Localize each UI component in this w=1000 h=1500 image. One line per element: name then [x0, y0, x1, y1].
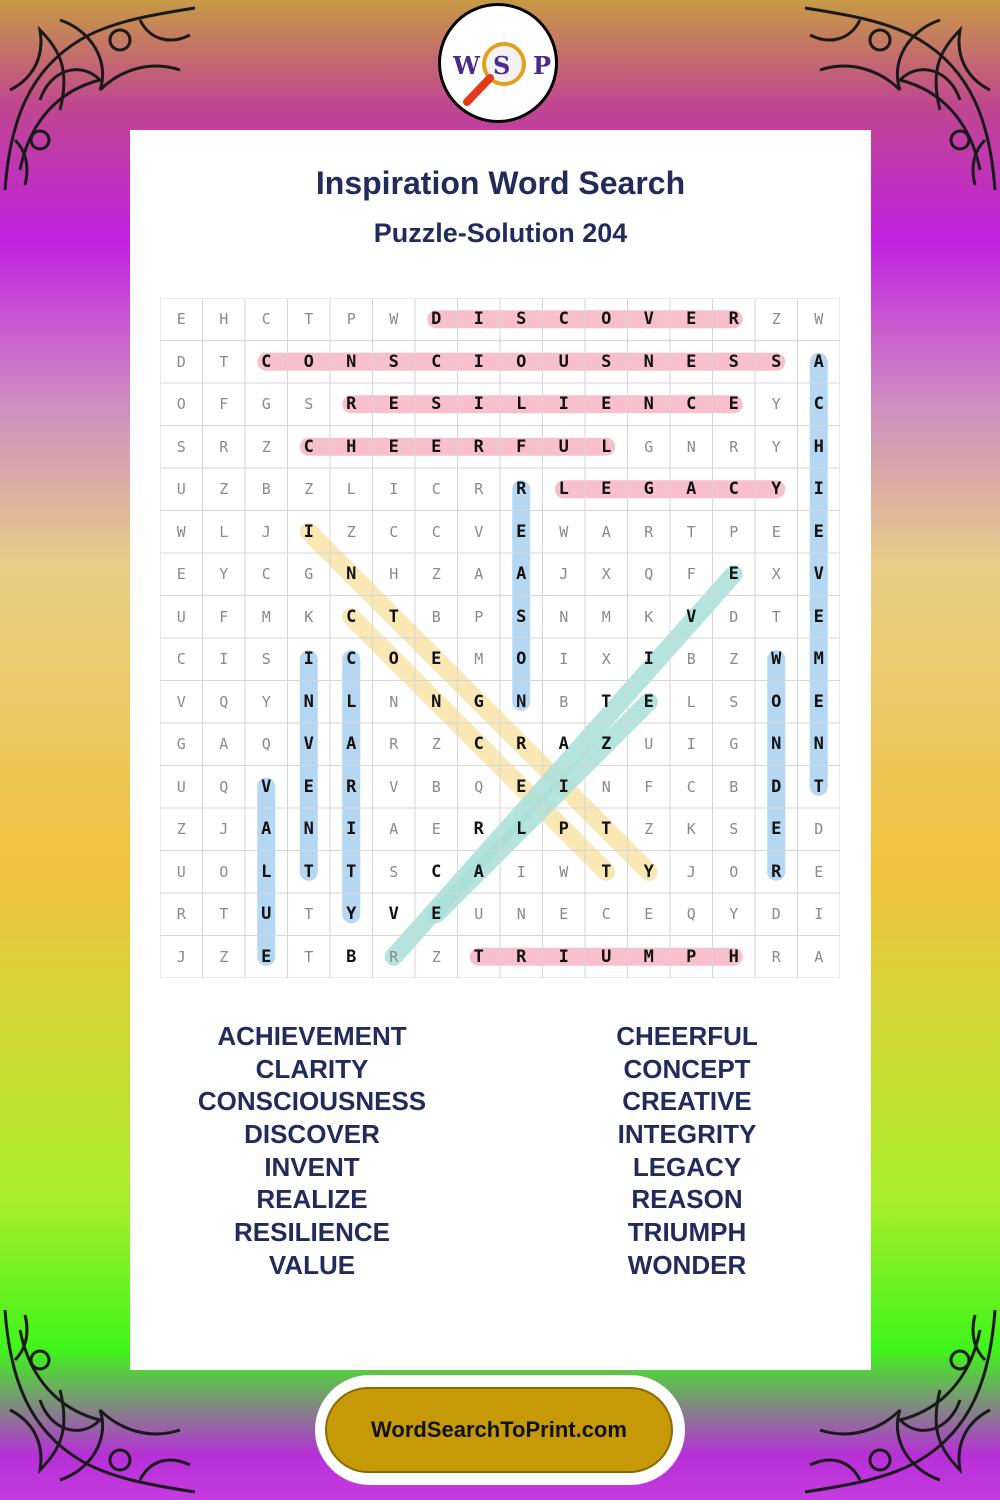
grid-cell[interactable]: Z	[729, 650, 739, 668]
grid-cell[interactable]: D	[814, 820, 824, 838]
grid-cell[interactable]: S	[601, 351, 612, 372]
grid-cell[interactable]: R	[473, 436, 484, 457]
grid-cell[interactable]: E	[303, 776, 314, 797]
grid-cell[interactable]: I	[814, 905, 824, 923]
grid-cell[interactable]: V	[643, 309, 654, 329]
word-list-item: CHEERFUL	[616, 1021, 758, 1051]
grid-cell[interactable]: D	[431, 309, 442, 329]
word-list-item: DISCOVER	[244, 1119, 380, 1150]
grid-cell[interactable]: Z	[219, 947, 229, 966]
grid-cell[interactable]: E	[559, 905, 569, 923]
grid-cell[interactable]: V	[176, 692, 186, 711]
word-list-item: LEGACY	[632, 1151, 742, 1182]
word-list-item: CONCEPT	[623, 1053, 751, 1084]
grid-cell[interactable]: M	[261, 607, 271, 626]
grid-cell[interactable]: C	[686, 777, 696, 796]
grid-cell[interactable]: Q	[219, 692, 229, 711]
grid-cell[interactable]: C	[473, 734, 484, 754]
grid-cell[interactable]: I	[473, 394, 484, 414]
grid-cell[interactable]: L	[346, 691, 357, 712]
grid-cell[interactable]: R	[474, 480, 484, 498]
grid-cell[interactable]: E	[431, 436, 442, 457]
puzzle-card	[130, 130, 871, 1370]
word-list-item: CLARITY	[255, 1053, 369, 1084]
grid-cell[interactable]: Q	[261, 735, 271, 753]
grid-cell[interactable]: T	[303, 861, 314, 882]
grid-cell[interactable]: R	[346, 394, 357, 414]
grid-cell[interactable]: W	[559, 522, 569, 541]
grid-cell[interactable]: D	[729, 607, 739, 626]
grid-cell[interactable]: N	[516, 905, 526, 923]
grid-cell[interactable]: T	[601, 819, 612, 839]
grid-cell[interactable]: H	[813, 436, 824, 457]
word-list-item: REALIZE	[256, 1184, 368, 1215]
grid-cell[interactable]: I	[516, 862, 526, 881]
grid-cell[interactable]: J	[559, 565, 569, 583]
grid-cell[interactable]: H	[346, 436, 357, 457]
grid-cell[interactable]: T	[304, 905, 314, 923]
grid-cell[interactable]: O	[303, 351, 314, 372]
grid-cell[interactable]: P	[686, 946, 697, 967]
grid-cell[interactable]: C	[389, 522, 399, 541]
grid-cell[interactable]: O	[176, 395, 186, 413]
grid-cell[interactable]: R	[346, 776, 357, 797]
grid-cell[interactable]: Q	[644, 565, 654, 583]
grid-cell[interactable]: R	[473, 819, 484, 839]
grid-cell[interactable]: R	[389, 735, 399, 753]
grid-cell[interactable]: W	[389, 310, 399, 328]
word-list-item: INVENT	[264, 1151, 360, 1182]
grid-cell[interactable]: I	[558, 946, 569, 967]
grid-cell[interactable]: J	[176, 947, 186, 966]
grid-cell[interactable]: I	[686, 735, 696, 753]
grid-cell[interactable]: V	[813, 564, 824, 584]
grid-cell[interactable]: E	[686, 351, 697, 372]
grid-cell[interactable]: P	[558, 819, 569, 839]
grid-cell[interactable]: Z	[219, 480, 229, 498]
grid-cell[interactable]: C	[728, 479, 739, 499]
grid-cell[interactable]: R	[771, 861, 782, 882]
word-list-item: INTEGRITY	[617, 1119, 757, 1150]
grid-cell[interactable]: E	[643, 691, 654, 712]
grid-cell[interactable]: V	[388, 904, 399, 924]
grid-cell[interactable]: N	[303, 819, 314, 839]
grid-cell[interactable]: U	[176, 480, 186, 498]
grid-cell[interactable]: Q	[219, 777, 229, 796]
grid-cell[interactable]: N	[813, 734, 824, 754]
grid-cell[interactable]: P	[346, 310, 356, 328]
grid-cell[interactable]: Y	[346, 904, 357, 924]
grid-cell[interactable]: L	[346, 480, 356, 498]
grid-cell[interactable]: E	[388, 394, 399, 414]
grid-cell[interactable]: E	[431, 649, 442, 669]
grid-cell[interactable]: G	[644, 437, 654, 456]
grid-cell[interactable]: I	[813, 479, 824, 499]
grid-cell[interactable]: H	[728, 946, 739, 967]
grid-cell[interactable]: O	[729, 862, 739, 881]
grid-cell[interactable]: C	[431, 861, 442, 882]
grid-cell[interactable]: Y	[729, 905, 739, 923]
grid-cell[interactable]: A	[813, 351, 824, 372]
grid-cell[interactable]: T	[686, 522, 696, 541]
grid-cell[interactable]: M	[643, 946, 654, 967]
grid-cell[interactable]: C	[346, 606, 357, 627]
grid-cell[interactable]: E	[431, 904, 442, 924]
grid-cell[interactable]: E	[601, 394, 612, 414]
grid-cell[interactable]: L	[261, 861, 272, 882]
grid-cell[interactable]: K	[304, 607, 314, 626]
grid-cell[interactable]: R	[516, 734, 527, 754]
grid-cell[interactable]: U	[474, 905, 484, 923]
grid-cell[interactable]: U	[558, 436, 569, 457]
logo-letter-p: P	[533, 51, 552, 80]
grid-cell[interactable]: S	[388, 351, 399, 372]
grid-cell[interactable]: A	[558, 734, 569, 754]
grid-cell[interactable]: C	[431, 522, 441, 541]
grid-cell[interactable]: C	[686, 394, 697, 414]
grid-cell[interactable]: B	[346, 946, 357, 967]
grid-cell[interactable]: A	[686, 479, 697, 499]
grid-cell[interactable]: C	[558, 309, 569, 329]
grid-cell[interactable]: Q	[686, 905, 696, 923]
grid-cell[interactable]: Z	[644, 820, 654, 838]
grid-cell[interactable]: S	[771, 351, 782, 372]
grid-cell[interactable]: F	[219, 395, 229, 413]
grid-cell[interactable]: K	[686, 820, 696, 838]
grid-cell[interactable]: N	[431, 691, 442, 712]
grid-cell[interactable]: R	[771, 947, 781, 966]
grid-cell[interactable]: B	[261, 480, 271, 498]
grid-cell[interactable]: I	[346, 819, 357, 839]
grid-cell[interactable]: I	[473, 309, 484, 329]
word-list-item: REASON	[631, 1184, 743, 1215]
grid-cell[interactable]: Y	[219, 565, 229, 583]
grid-cell[interactable]: R	[644, 522, 654, 541]
grid-cell[interactable]: T	[601, 861, 612, 882]
grid-cell[interactable]: Z	[261, 437, 271, 456]
grid-cell[interactable]: D	[771, 905, 781, 923]
grid-cell[interactable]: S	[304, 395, 314, 413]
grid-cell[interactable]: E	[644, 905, 654, 923]
grid-cell[interactable]: E	[814, 862, 824, 881]
grid-cell[interactable]: P	[474, 607, 484, 626]
grid-cell[interactable]: A	[473, 861, 484, 882]
grid-cell[interactable]: S	[729, 692, 739, 711]
grid-cell[interactable]: O	[388, 649, 399, 669]
grid-cell[interactable]: E	[388, 436, 399, 457]
grid-cell[interactable]: I	[303, 649, 314, 669]
grid-cell[interactable]: N	[346, 564, 357, 584]
letter-grid	[160, 298, 840, 978]
grid-cell[interactable]: V	[303, 734, 314, 754]
grid-cell[interactable]: R	[728, 309, 739, 329]
grid-cell[interactable]: C	[346, 649, 357, 669]
grid-cell[interactable]: S	[516, 606, 527, 627]
word-list-item: WONDER	[627, 1249, 747, 1280]
grid-cell[interactable]: B	[729, 777, 739, 796]
grid-cell[interactable]: F	[644, 777, 654, 796]
grid-cell[interactable]: E	[686, 309, 697, 329]
grid-cell[interactable]: R	[389, 947, 399, 966]
grid-cell[interactable]: F	[686, 565, 696, 583]
grid-cell[interactable]: Z	[431, 735, 441, 753]
grid-cell[interactable]: G	[473, 691, 484, 712]
grid-cell[interactable]: T	[813, 776, 824, 797]
grid-cell[interactable]: K	[644, 607, 654, 626]
grid-cell[interactable]: R	[516, 479, 527, 499]
grid-cell[interactable]: R	[176, 905, 186, 923]
grid-cell[interactable]: I	[558, 776, 569, 797]
grid-cell[interactable]: D	[176, 352, 186, 371]
grid-cell[interactable]: V	[474, 522, 484, 541]
grid-cell[interactable]: O	[516, 649, 527, 669]
grid-cell[interactable]: A	[474, 565, 484, 583]
grid-cell[interactable]: V	[389, 777, 399, 796]
grid-cell[interactable]: A	[516, 564, 527, 584]
grid-cell[interactable]: T	[473, 946, 484, 967]
grid-cell[interactable]: S	[728, 351, 739, 372]
grid-cell[interactable]: O	[516, 351, 527, 372]
grid-cell[interactable]: Z	[304, 480, 314, 498]
grid-cell[interactable]: N	[559, 607, 569, 626]
grid-cell[interactable]: N	[303, 691, 314, 712]
grid-cell[interactable]: O	[771, 691, 782, 712]
grid-cell[interactable]: C	[431, 480, 441, 498]
grid-cell[interactable]: W	[559, 862, 569, 881]
grid-cell[interactable]: X	[601, 565, 611, 583]
word-list-item: CONSCIOUSNESS	[197, 1086, 427, 1117]
grid-cell[interactable]: A	[814, 947, 824, 966]
grid-cell[interactable]: C	[261, 565, 271, 583]
grid-cell[interactable]: G	[729, 735, 739, 753]
grid-cell[interactable]: M	[601, 607, 611, 626]
grid-cell[interactable]: S	[261, 650, 271, 668]
grid-cell[interactable]: B	[686, 650, 696, 668]
grid-cell[interactable]: S	[729, 820, 739, 838]
grid-cell[interactable]: Z	[431, 947, 441, 966]
grid-cell[interactable]: S	[516, 309, 527, 329]
grid-cell[interactable]: U	[601, 946, 612, 967]
grid-cell[interactable]: Z	[346, 522, 356, 541]
grid-cell[interactable]: E	[601, 479, 612, 499]
grid-cell[interactable]: N	[771, 734, 782, 754]
grid-cell[interactable]: C	[431, 351, 442, 372]
grid-cell[interactable]: T	[304, 310, 314, 328]
grid-cell[interactable]: D	[771, 776, 782, 797]
grid-cell[interactable]: L	[516, 819, 527, 839]
grid-cell[interactable]: L	[686, 692, 696, 711]
footer-badge	[315, 1375, 685, 1485]
grid-cell[interactable]: F	[219, 607, 229, 626]
grid-cell[interactable]: Y	[771, 437, 781, 456]
grid-cell[interactable]: W	[771, 649, 782, 669]
grid-cell[interactable]: U	[644, 735, 654, 753]
grid-cell[interactable]: U	[176, 862, 186, 881]
grid-cell[interactable]: S	[176, 437, 186, 456]
grid-cell[interactable]: W	[176, 522, 186, 541]
word-list-item: VALUE	[268, 1249, 356, 1280]
grid-cell[interactable]: P	[729, 522, 739, 541]
grid-cell[interactable]: T	[601, 691, 612, 712]
grid-cell[interactable]: J	[261, 522, 271, 541]
grid-cell[interactable]: L	[601, 436, 612, 457]
page-title: Inspiration Word Search	[315, 165, 686, 201]
grid-cell[interactable]: C	[261, 310, 271, 328]
grid-cell[interactable]: G	[176, 735, 186, 753]
grid-cell[interactable]: R	[516, 946, 527, 967]
grid-cell[interactable]: S	[389, 862, 399, 881]
grid-cell[interactable]: B	[431, 607, 441, 626]
grid-cell[interactable]: Y	[643, 861, 654, 882]
grid-cell[interactable]: X	[601, 650, 611, 668]
grid-cell[interactable]: U	[176, 607, 186, 626]
grid-cell[interactable]: T	[346, 861, 357, 882]
grid-cell[interactable]: H	[219, 310, 229, 328]
grid-cell[interactable]: E	[813, 691, 824, 712]
grid-cell[interactable]: G	[261, 395, 271, 413]
grid-cell[interactable]: O	[219, 862, 229, 881]
grid-cell[interactable]: M	[474, 650, 484, 668]
grid-cell[interactable]: L	[219, 522, 229, 541]
grid-cell[interactable]: V	[686, 606, 697, 627]
grid-cell[interactable]: I	[473, 351, 484, 372]
grid-cell[interactable]: V	[261, 776, 272, 797]
site-link-button[interactable]: WordSearchToPrint.com	[325, 1387, 673, 1473]
grid-cell[interactable]: N	[643, 351, 654, 372]
grid-cell[interactable]: T	[771, 607, 781, 626]
word-list-item: TRIUMPH	[627, 1217, 747, 1248]
grid-cell[interactable]: I	[389, 480, 399, 498]
grid-cell[interactable]: Z	[431, 565, 441, 583]
grid-cell[interactable]: N	[643, 394, 654, 414]
grid-cell[interactable]: O	[601, 309, 612, 329]
logo-letter-s: S	[493, 51, 511, 80]
grid-cell[interactable]: Y	[771, 479, 782, 499]
word-list-item: RESILIENCE	[233, 1217, 391, 1248]
grid-cell[interactable]: E	[176, 310, 186, 328]
grid-cell[interactable]: C	[261, 351, 272, 372]
grid-cell[interactable]: G	[643, 479, 654, 499]
grid-cell[interactable]: E	[261, 946, 272, 967]
page-subtitle: Puzzle-Solution 204	[373, 218, 628, 248]
grid-cell[interactable]: R	[729, 437, 739, 456]
grid-cell[interactable]: U	[558, 351, 569, 372]
logo-letter-w: W	[453, 51, 480, 80]
grid-cell[interactable]: N	[346, 351, 357, 372]
grid-cell[interactable]: C	[176, 650, 186, 668]
word-list-item: CREATIVE	[622, 1086, 752, 1117]
grid-cell[interactable]: C	[813, 394, 824, 414]
grid-cell[interactable]: A	[261, 819, 272, 839]
grid-cell[interactable]: Z	[176, 820, 186, 838]
grid-cell[interactable]: E	[176, 565, 186, 583]
grid-cell[interactable]: E	[813, 521, 824, 542]
grid-cell[interactable]: Z	[771, 310, 781, 328]
grid-cell[interactable]: X	[771, 565, 781, 583]
wsp-logo[interactable]	[438, 3, 558, 123]
grid-cell[interactable]: Y	[261, 692, 271, 711]
grid-cell[interactable]: N	[516, 691, 527, 712]
grid-cell[interactable]: E	[728, 394, 739, 414]
grid-cell[interactable]: I	[643, 649, 654, 669]
grid-cell[interactable]: A	[346, 734, 357, 754]
grid-cell[interactable]: I	[303, 521, 314, 542]
grid-cell[interactable]: C	[601, 905, 611, 923]
grid-cell[interactable]: E	[771, 522, 781, 541]
grid-cell[interactable]: U	[261, 904, 272, 924]
grid-cell[interactable]: T	[219, 352, 229, 371]
grid-cell[interactable]: S	[431, 394, 442, 414]
grid-cell[interactable]: J	[219, 820, 229, 838]
grid-cell[interactable]: N	[686, 437, 696, 456]
grid-cell[interactable]: E	[813, 606, 824, 627]
grid-cell[interactable]: G	[304, 565, 314, 583]
grid-cell[interactable]: Q	[474, 777, 484, 796]
grid-cell[interactable]: A	[601, 522, 611, 541]
grid-cell[interactable]: E	[516, 521, 527, 542]
grid-cell[interactable]: L	[516, 394, 527, 414]
grid-cell[interactable]: A	[219, 735, 229, 753]
word-list-left	[162, 1020, 462, 1282]
grid-cell[interactable]: I	[559, 650, 569, 668]
grid-cell[interactable]: T	[388, 606, 399, 627]
grid-cell[interactable]: E	[516, 776, 527, 797]
grid-cell[interactable]: Y	[771, 395, 781, 413]
grid-cell[interactable]: N	[389, 692, 399, 711]
grid-cell[interactable]: C	[303, 436, 314, 457]
grid-cell[interactable]: I	[558, 394, 569, 414]
grid-cell[interactable]: F	[516, 436, 527, 457]
word-list-item: ACHIEVEMENT	[217, 1021, 407, 1051]
grid-cell[interactable]: E	[728, 564, 739, 584]
grid-cell[interactable]: N	[601, 777, 611, 796]
grid-cell[interactable]: L	[558, 479, 569, 499]
word-list-right	[537, 1020, 837, 1282]
grid-cell[interactable]: B	[559, 692, 569, 711]
grid-cell[interactable]: I	[219, 650, 229, 668]
grid-cell[interactable]: E	[771, 819, 782, 839]
grid-cell[interactable]: J	[686, 862, 696, 881]
grid-cell[interactable]: W	[814, 310, 824, 328]
grid-cell[interactable]: B	[431, 777, 441, 796]
grid-cell[interactable]: A	[389, 820, 399, 838]
grid-cell[interactable]: U	[176, 777, 186, 796]
grid-cell[interactable]: E	[431, 820, 441, 838]
grid-cell[interactable]: R	[219, 437, 229, 456]
grid-cell[interactable]: T	[219, 905, 229, 923]
grid-cell[interactable]: M	[813, 649, 824, 669]
grid-cell[interactable]: H	[389, 565, 399, 583]
grid-cell[interactable]: Z	[601, 734, 612, 754]
grid-cell[interactable]: T	[304, 947, 314, 966]
